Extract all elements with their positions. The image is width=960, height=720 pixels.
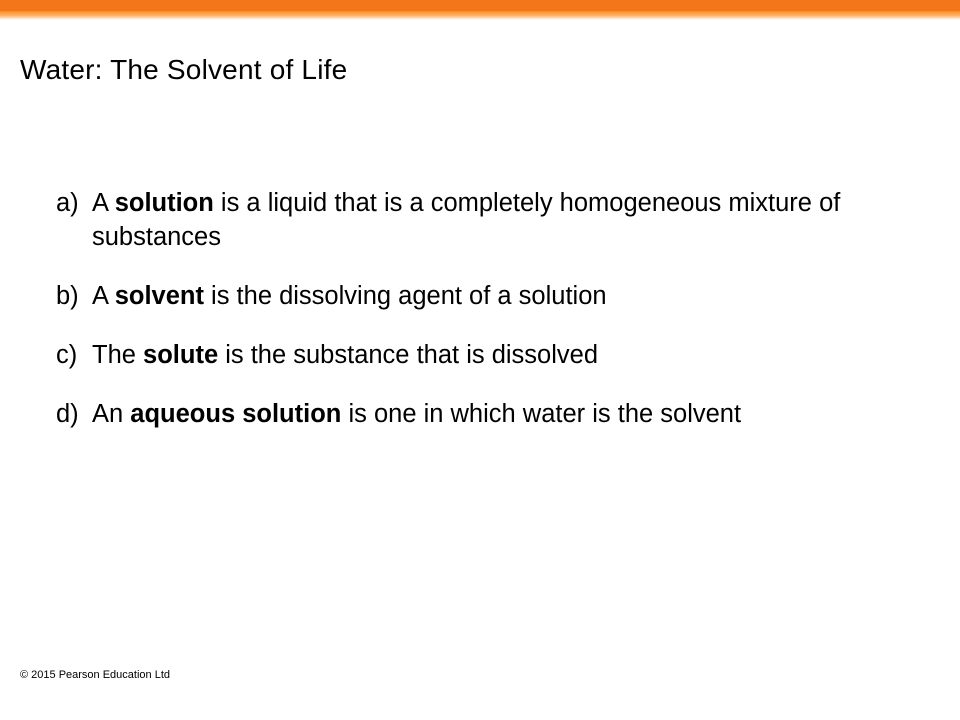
emphasized-term: aqueous solution	[130, 400, 342, 428]
plain-text: A	[92, 282, 115, 310]
list-item	[56, 279, 916, 313]
plain-text: is a liquid that is a completely homogeneous mixture of substances	[92, 189, 841, 251]
plain-text: The	[92, 341, 144, 369]
page-title: Water: The Solvent of Life	[20, 53, 348, 85]
content-list	[56, 186, 916, 431]
top-accent-bar	[0, 0, 960, 20]
list-item-text	[92, 186, 916, 254]
copyright-footer: © 2015 Pearson Education Ltd	[20, 669, 170, 681]
plain-text: is one in which water is the solvent	[341, 400, 742, 428]
list-item	[56, 338, 916, 372]
list-item-marker: a)	[56, 189, 79, 217]
emphasized-term: solution	[114, 189, 214, 217]
list-item	[56, 397, 916, 431]
plain-text: is the substance that is dissolved	[218, 341, 598, 369]
list-item-text	[92, 338, 916, 372]
emphasized-term: solvent	[114, 282, 204, 310]
list-item-marker: b)	[56, 282, 79, 310]
emphasized-term: solute	[143, 341, 219, 369]
plain-text: An	[92, 400, 131, 428]
list-item-text	[92, 279, 916, 313]
list-item-text	[92, 397, 916, 431]
plain-text: is the dissolving agent of a solution	[203, 282, 607, 310]
list-item-marker: c)	[56, 341, 78, 369]
top-accent-bar-core	[0, 0, 960, 11]
list-item	[56, 186, 916, 254]
plain-text: A	[92, 189, 115, 217]
list-item-marker: d)	[56, 400, 79, 428]
